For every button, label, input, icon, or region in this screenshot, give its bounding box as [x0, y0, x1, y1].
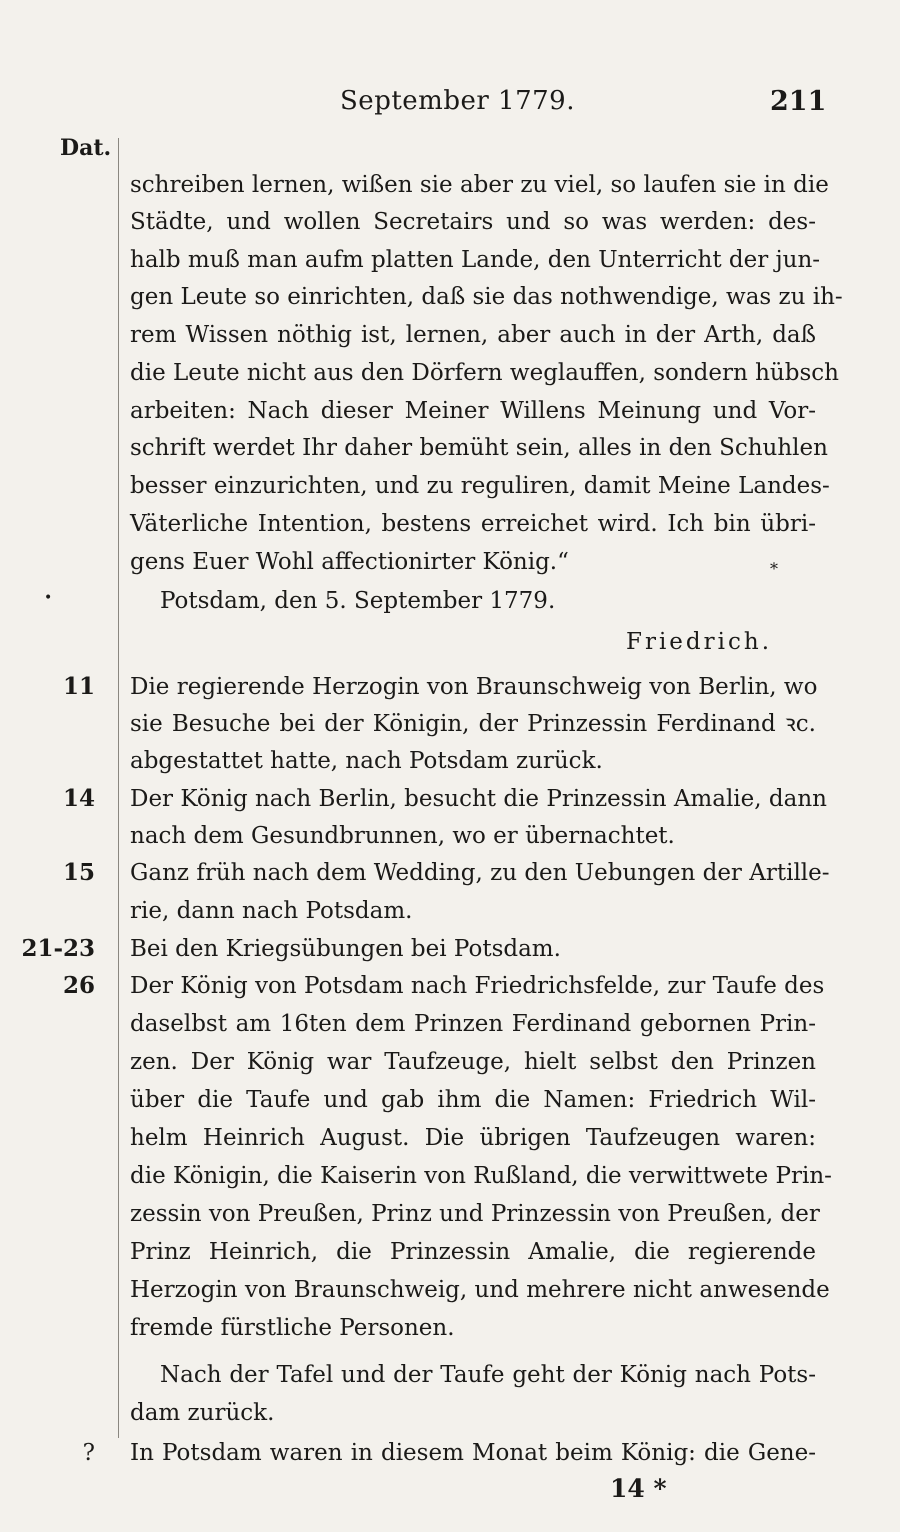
text-line: daselbst am 16ten dem Prinzen Ferdinand gebornen Prin- — [130, 1011, 816, 1037]
page-number: 211 — [770, 86, 827, 117]
text-line: zen. Der König war Taufzeuge, hielt selbst den Prinzen — [130, 1049, 816, 1075]
margin-date: 11 — [62, 673, 95, 700]
letter-signature: Friedrich. — [626, 629, 772, 655]
text-line: gen Leute so einrichten, daß sie das nothwendige, was zu ih- — [130, 284, 843, 310]
text-line: Prinz Heinrich, die Prinzessin Amalie, die regierende — [130, 1239, 816, 1265]
text-line: nach dem Gesundbrunnen, wo er übernachtet. — [130, 823, 675, 849]
margin-date: 15 — [62, 859, 95, 886]
margin-speck-mark: ⁎ — [770, 554, 778, 573]
text-line: besser einzurichten, und zu reguliren, damit Meine Landes- — [130, 473, 830, 499]
text-line: halb muß man aufm platten Lande, den Unterricht der jun- — [130, 247, 821, 273]
text-line: Väterliche Intention, bestens erreichet wird. Ich bin übri- — [130, 511, 816, 537]
text-line: Der König von Potsdam nach Friedrichsfelde, zur Taufe des — [130, 973, 825, 999]
text-line: die Leute nicht aus den Dörfern weglauffen, sondern hübsch — [130, 360, 839, 386]
signature-mark: 14 * — [610, 1474, 667, 1503]
text-line: abgestattet hatte, nach Potsdam zurück. — [130, 748, 603, 774]
margin-date: 21-23 — [21, 935, 95, 962]
margin-date: 26 — [62, 972, 95, 999]
text-line: die Königin, die Kaiserin von Rußland, die verwittwete Prin- — [130, 1163, 832, 1189]
text-line: arbeiten: Nach dieser Meiner Willens Meinung und Vor- — [130, 398, 816, 424]
date-column-label: Dat. — [60, 135, 112, 161]
text-line: Bei den Kriegsübungen bei Potsdam. — [130, 936, 561, 962]
text-line: sie Besuche bei der Königin, der Prinzessin Ferdinand ꝛc. — [130, 711, 816, 737]
letter-place-date: Potsdam, den 5. September 1779. — [160, 588, 556, 614]
text-line: fremde fürstliche Personen. — [130, 1315, 455, 1341]
text-line: Herzogin von Braunschweig, und mehrere nicht anwesende — [130, 1277, 830, 1303]
text-line: Die regierende Herzogin von Braunschweig von Berlin, wo — [130, 674, 818, 700]
text-line: dam zurück. — [130, 1400, 275, 1426]
text-line: Ganz früh nach dem Wedding, zu den Uebungen der Artille- — [130, 860, 830, 886]
text-line: schreiben lernen, wißen sie aber zu viel, so laufen sie in die — [130, 172, 829, 198]
text-line: über die Taufe und gab ihm die Namen: Friedrich Wil- — [130, 1087, 816, 1113]
text-line: gens Euer Wohl affectionirter König.“ — [130, 549, 569, 575]
text-line: rem Wissen nöthig ist, lernen, aber auch in der Arth, daß — [130, 322, 816, 348]
running-header — [0, 86, 900, 126]
text-line: Nach der Tafel und der Taufe geht der König nach Pots- — [160, 1362, 816, 1388]
text-line: Der König nach Berlin, besucht die Prinzessin Amalie, dann — [130, 786, 827, 812]
running-title: September 1779. — [340, 86, 575, 116]
text-line: zessin von Preußen, Prinz und Prinzessin von Preußen, der — [130, 1201, 820, 1227]
margin-dot-mark: • — [44, 590, 53, 606]
text-line: helm Heinrich August. Die übrigen Taufzeugen waren: — [130, 1125, 816, 1151]
text-line: rie, dann nach Potsdam. — [130, 898, 413, 924]
text-line: schrift werdet Ihr daher bemüht sein, alles in den Schuhlen — [130, 435, 828, 461]
text-line: Städte, und wollen Secretairs und so was werden: des- — [130, 209, 816, 235]
margin-date: 14 — [62, 785, 95, 812]
text-line: In Potsdam waren in diesem Monat beim König: die Gene- — [130, 1440, 816, 1466]
margin-date: ? — [82, 1440, 95, 1466]
